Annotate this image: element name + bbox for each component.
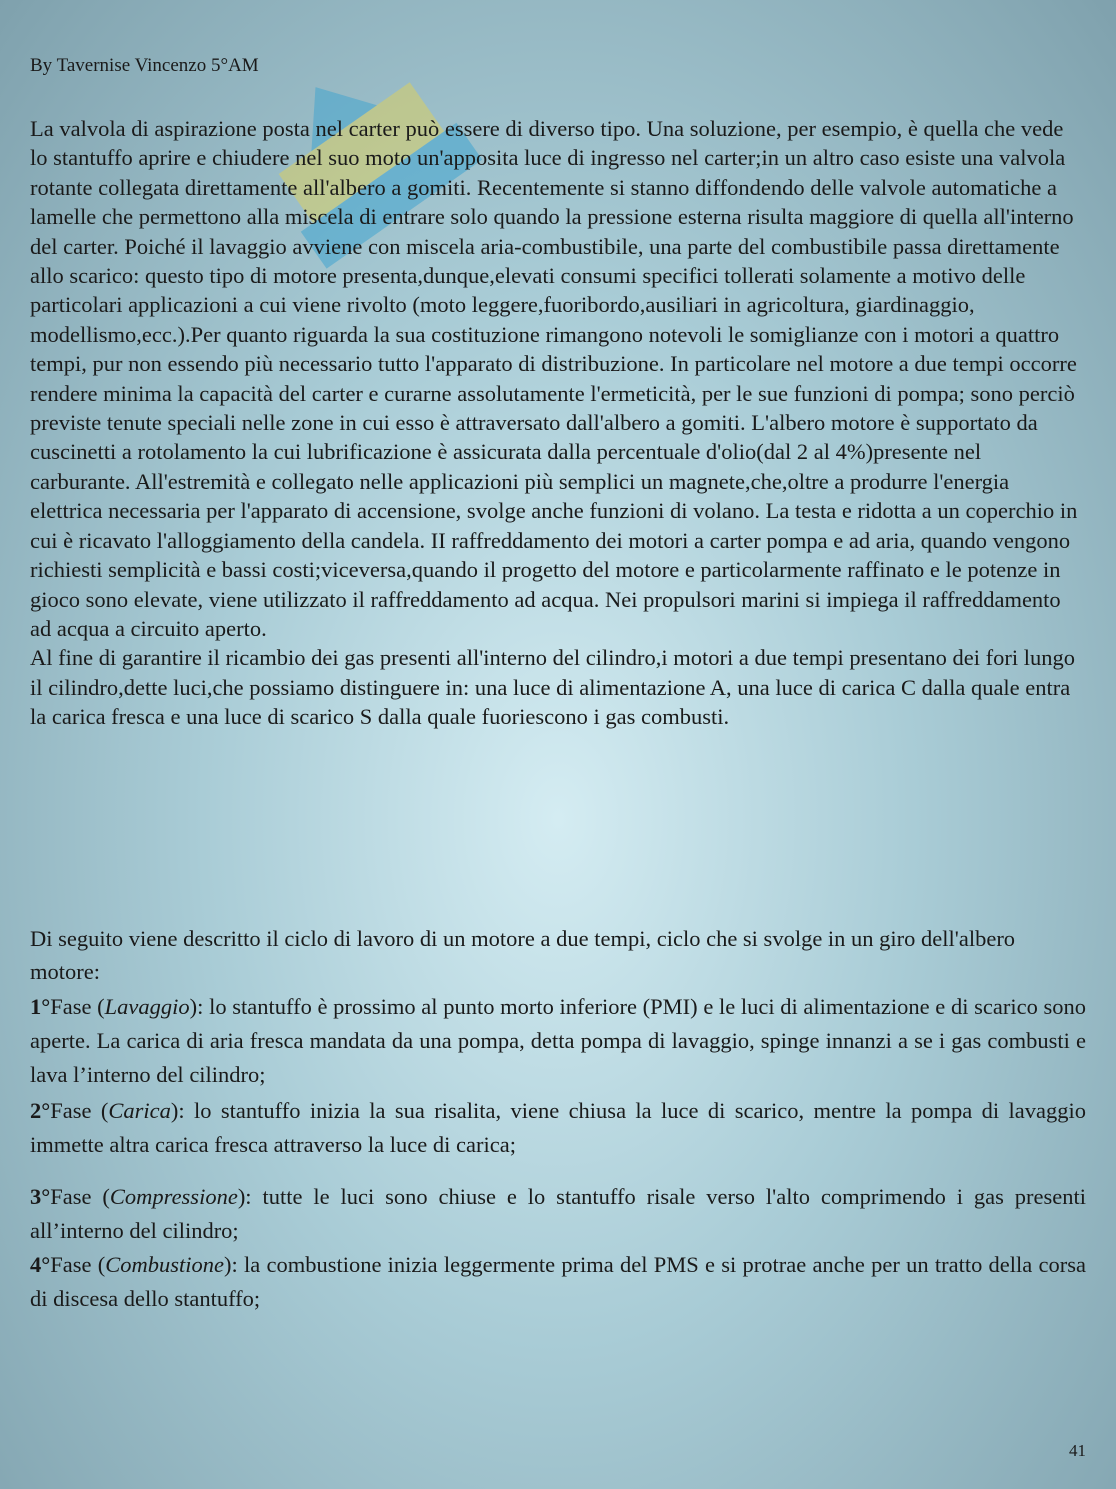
phase-text: ): lo stantuffo inizia la sua risalita, viene chiusa la luce di scarico, mentre la pompa di lavaggio immette altra carica fresca attraverso la luce di carica; [30, 1098, 1086, 1157]
phase-item [30, 1094, 1086, 1162]
paragraph: La valvola di aspirazione posta nel carter può essere di diverso tipo. Una soluzione, per esempio, è quella che vede lo stantuffo aprire e chiudere nel suo moto un'apposita luce di ingresso nel carter;in un altro caso esiste una valvola rotante collegata direttamente all'albero a gomiti. Recentemente si stanno diffondendo delle valvole automatiche a lamelle che permettono alla miscela di entrare solo quando la pressione esterna risulta maggiore di quella all'interno del carter. Poiché il lavaggio avviene con miscela aria-combustibile, una parte del combustibile passa direttamente allo scarico: questo tipo di motore presenta,dunque,elevati consumi specifici tollerati solamente a motivo delle particolari applicazioni a cui viene rivolto (moto leggere,fuoribordo,ausiliari in agricoltura, giardinaggio, modellismo,ecc.).Per quanto riguarda la sua costituzione rimangono notevoli le somiglianze con i motori a quattro tempi, pur non essendo più necessario tutto l'apparato di distribuzione. In particolare nel motore a due tempi occorre rendere minima la capacità del carter e curarne assolutamente l'ermeticità, per le sue funzioni di pompa; sono perciò previste tenute speciali nelle zone in cui esso è attraversato dall'albero a gomiti. L'albero motore è supportato da cuscinetti a rotolamento la cui lubrificazione è assicurata dalla percentuale d'olio(dal 2 al 4%)presente nel carburante. All'estremità e collegato nelle applicazioni più semplici un magnete,che,oltre a produrre l'energia elettrica necessaria per l'apparato di accensione, svolge anche funzioni di volano. La testa e ridotta a un coperchio in cui è ricavato l'alloggiamento della candela. II raffreddamento dei motori a carter pompa e ad aria, quando vengono richiesti semplicità e bassi costi;viceversa,quando il progetto del motore e particolarmente raffinato e le potenze in gioco sono elevate, viene utilizzato il raffreddamento ad acqua. Nei propulsori marini si impiega il raffreddamento ad acqua a circuito aperto. [30, 116, 1078, 641]
paragraph: Al fine di garantire il ricambio dei gas presenti all'interno del cilindro,i motori a due tempi presentano dei fori lungo il cilindro,dette luci,che possiamo distinguere in: una luce di alimentazione A, una luce di carica C dalla quale entra la carica fresca e una luce di scarico S dalla quale fuoriescono i gas combusti. [30, 645, 1075, 730]
phase-name: Carica [108, 1098, 171, 1123]
phase-text: ): la combustione inizia leggermente prima del PMS e si protrae anche per un tratto della corsa di discesa dello stantuffo; [30, 1252, 1086, 1311]
phase-text: ): tutte le luci sono chiuse e lo stantuffo risale verso l'alto comprimendo i gas presenti all’interno del cilindro; [30, 1184, 1086, 1243]
phase-label: Fase ( [50, 994, 105, 1019]
phase-number: 1° [30, 994, 51, 1019]
phase-text: ): lo stantuffo è prossimo al punto morto inferiore (PMI) e le luci di alimentazione e di scarico sono aperte. La carica di aria fresca mandata da una pompa, detta pompa di lavaggio, spinge innanzi a se i gas combusti e lava l’interno del cilindro; [30, 994, 1086, 1087]
page-number: 41 [1069, 1441, 1086, 1460]
phase-name: Lavaggio [104, 994, 190, 1019]
phase-number: 3° [30, 1184, 51, 1209]
phase-name: Compressione [109, 1184, 238, 1209]
body-text [30, 114, 1086, 732]
phase-number: 4° [30, 1252, 51, 1277]
phase-label: Fase ( [50, 1098, 109, 1123]
cycle-intro: Di seguito viene descritto il ciclo di lavoro di un motore a due tempi, ciclo che si svolge in un giro dell'albero motore: [30, 926, 1016, 984]
phase-item [30, 990, 1086, 1092]
phase-name: Combustione [105, 1252, 224, 1277]
phase-label: Fase ( [50, 1184, 110, 1209]
phase-item [30, 1180, 1086, 1248]
phase-label: Fase ( [50, 1252, 106, 1277]
phase-number: 2° [30, 1098, 51, 1123]
author-line: By Tavernise Vincenzo 5°AM [30, 55, 259, 76]
phase-item [30, 1248, 1086, 1316]
